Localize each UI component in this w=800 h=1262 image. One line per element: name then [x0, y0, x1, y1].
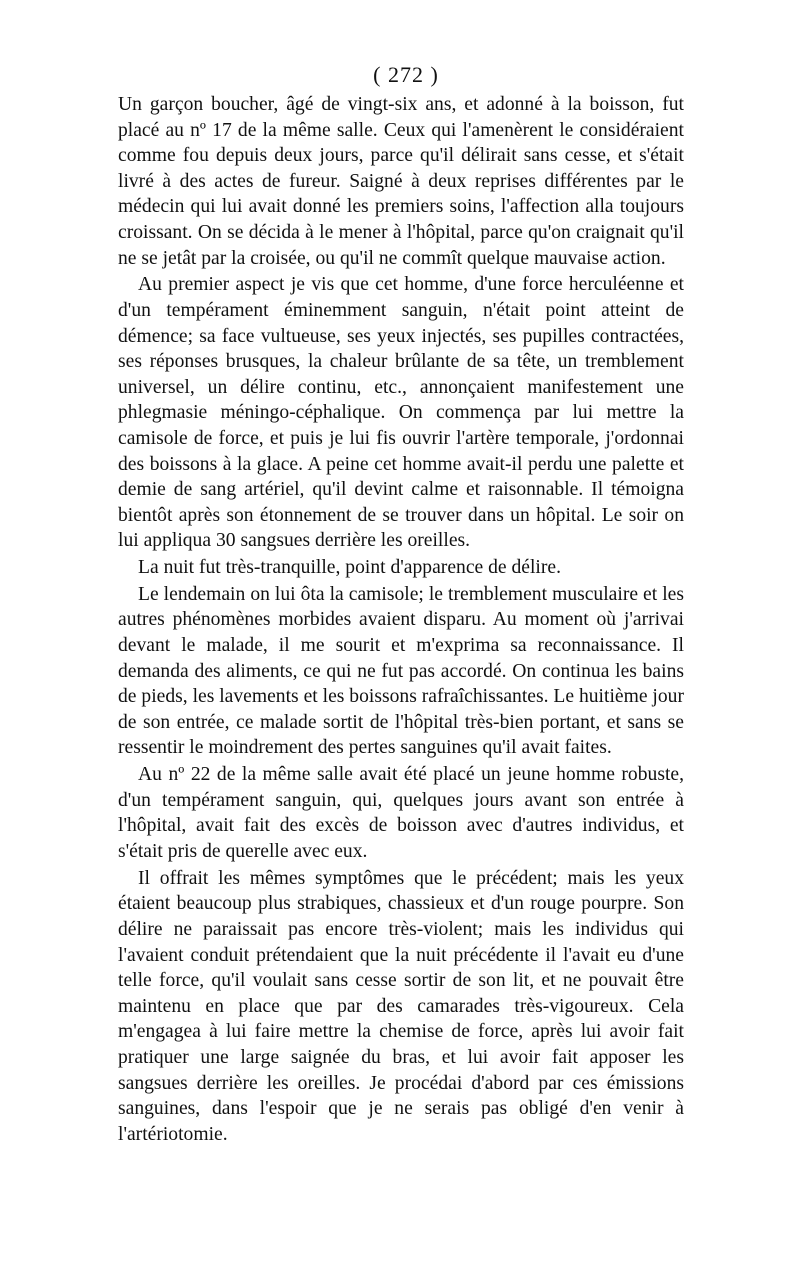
- page-number-text: ( 272 ): [373, 62, 439, 87]
- paragraph-2: Au premier aspect je vis que cet homme, d'une force herculéenne et d'un tempérament éminemment sanguin, n'était point atteint de démence; sa face vultueuse, ses yeux injectés, ses pupilles contractées, ses réponses brusques, la chaleur brûlante de sa tête, un tremblement universel, un délire continu, etc., annonçaient manifestement une phlegmasie méningo-céphalique. On commença par lui mettre la camisole de force, et puis je lui fis ouvrir l'artère temporale, j'ordonnai des boissons à la glace. A peine cet homme avait-il perdu une palette et demie de sang artériel, qu'il devint calme et raisonnable. Il témoigna bientôt après son étonnement de se trouver dans un hôpital. Le soir on lui appliqua 30 sangsues derrière les oreilles.: [118, 274, 684, 552]
- paragraph-4: Le lendemain on lui ôta la camisole; le tremblement musculaire et les autres phénomènes morbides avaient disparu. Au moment où j'arrivai devant le malade, il me sourit et m'exprima sa reconnaissance. Il demanda des aliments, ce qui ne fut pas accordé. On continua les bains de pieds, les lavements et les boissons rafraîchissantes. Le huitième jour de son entrée, ce malade sortit de l'hôpital très-bien portant, et sans se ressentir le moindrement des pertes sanguines qu'il avait faites.: [118, 583, 684, 759]
- body-text: [118, 92, 684, 1148]
- page-number: [0, 62, 800, 88]
- paragraph-1: Un garçon boucher, âgé de vingt-six ans, et adonné à la boisson, fut placé au nº 17 de la même salle. Ceux qui l'amenèrent le considéraient comme fou depuis deux jours, parce qu'il délirait sans cesse, et s'était livré à des actes de fureur. Saigné à deux reprises différentes par le médecin qui lui avait donné les premiers soins, l'affection alla toujours croissant. On se décida à le mener à l'hôpital, parce qu'on craignait qu'il ne se jetât par la croisée, ou qu'il ne commît quelque mauvaise action.: [118, 94, 684, 269]
- paragraph-3: La nuit fut très-tranquille, point d'apparence de délire.: [138, 557, 561, 579]
- paragraph-5: Au nº 22 de la même salle avait été placé un jeune homme robuste, d'un tempérament sanguin, qui, quelques jours avant son entrée à l'hôpital, avait fait des excès de boisson avec d'autres individus, et s'était pris de querelle avec eux.: [118, 764, 684, 862]
- paragraph-6: Il offrait les mêmes symptômes que le précédent; mais les yeux étaient beaucoup plus strabiques, chassieux et d'un rouge pourpre. Son délire ne paraissait pas encore très-violent; mais les individus qui l'avaient conduit prétendaient que la nuit précédente il l'avait eu d'une telle force, qu'il voulait sans cesse sortir de son lit, et ne pouvait être maintenu en place que par des camarades très-vigoureux. Cela m'engagea à lui faire mettre la chemise de force, après lui avoir fait pratiquer une large saignée du bras, et lui avoir fait apposer les sangsues derrière les oreilles. Je procédai d'abord par ces émissions sanguines, dans l'espoir que je ne serais pas obligé d'en venir à l'artériotomie.: [118, 867, 684, 1145]
